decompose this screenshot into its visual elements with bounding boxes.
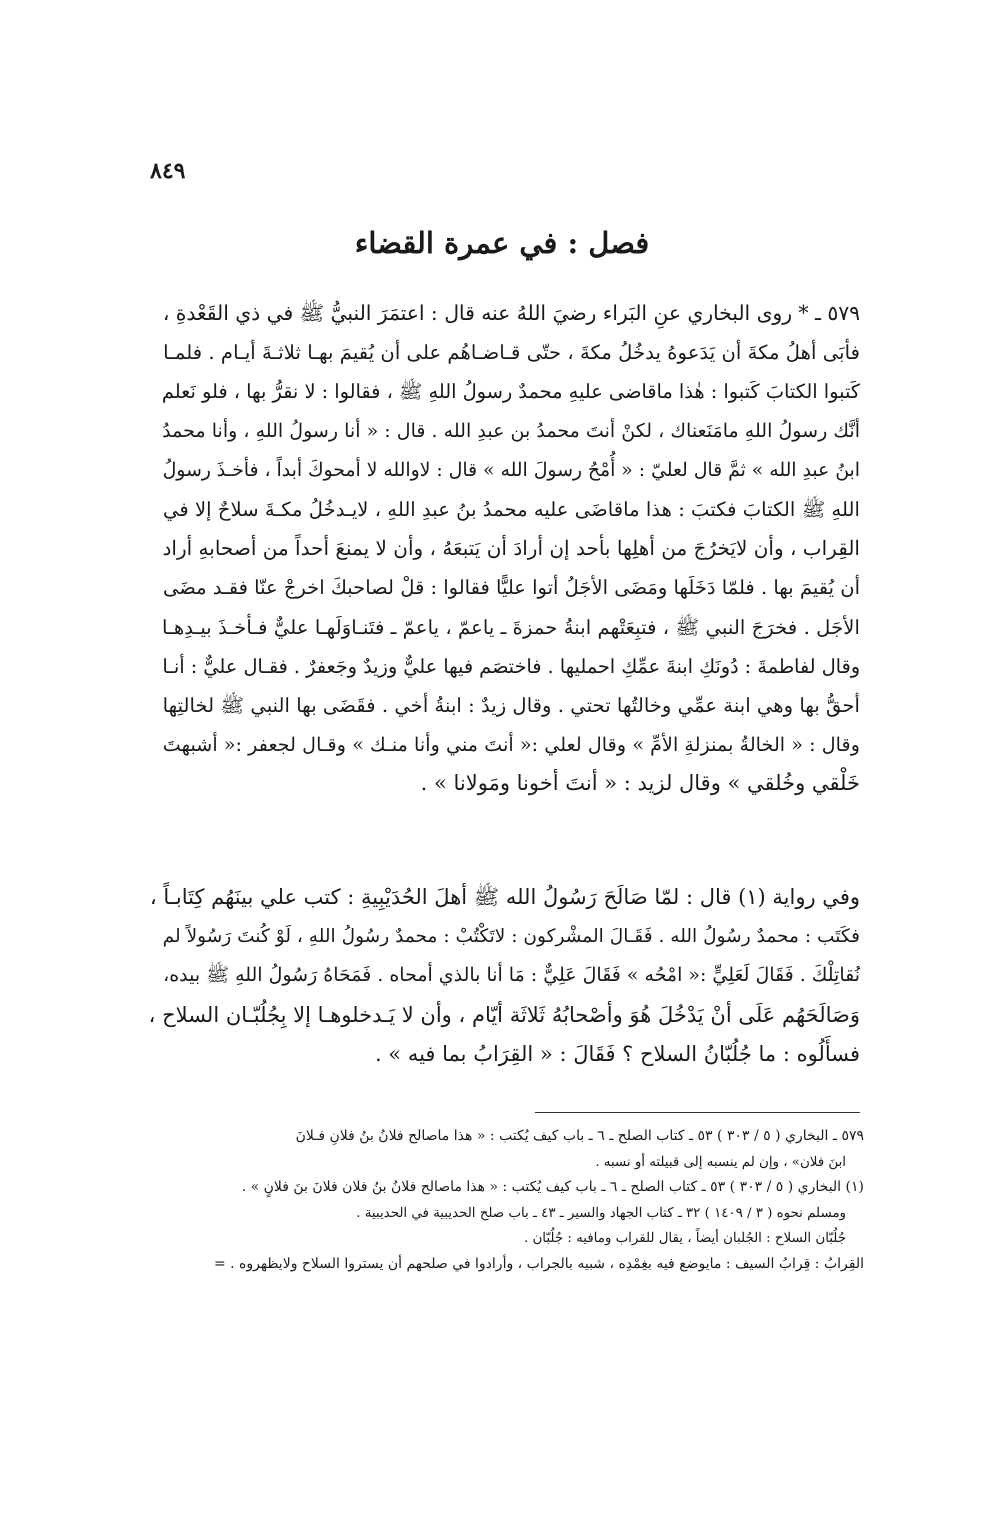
text-line: ابنُ عبدِ الله » ثمَّ قال لعليّ : « أُمْحُ رسولَ الله » قال : لاوالله لا أمحوكَ أبداً ، فأخـذَ رسولُ (162, 459, 860, 481)
footnote-separator (535, 1112, 860, 1113)
text-line: خَلْقي وخُلقي » وقال لزيد : « أنتَ أخونا ومَولانا » . (420, 771, 860, 796)
text-line: كَتبوا الكتابَ كَتبوا : هٰذا ماقاضى عليهِ محمدٌ رسولُ اللهِ ﷺ ، فقالوا : لا نقرُّ بها ، فلو نَعلم (161, 380, 860, 404)
footnote-line: ٥٧٩ ـ البخاري ( ٥ / ٣٠٣ ) ٥٣ ـ كتاب الصلح ـ ٦ ـ باب كيف يُكتب : « هذا ماصالح فلانُ بنُ فلانِ فـلانَ (295, 1128, 864, 1144)
text-line: القِراب ، وأن لايَخرُجَ من أهلِها بأحد إن أرادَ أن يَتبعَهُ ، وأن لا يمنعَ أحداً من أصحابهِ أراد (162, 536, 860, 561)
text-line: الأجَل . فخرَجَ النبي ﷺ ، فتبِعَتْهم ابنةُ حمزةَ ـ ياعمّ ، ياعمّ ـ فتَنـاوَلَهـا عليٌّ فـأخـذَ بيـدِهـا (162, 615, 860, 639)
text-line: وَصَالَحَهُم عَلَى أنْ يَدْخُلَ هُوَ وأصْحابُهُ ثَلاثَة أيّام ، وأن لا يَـدخلوهـا إلا بِجُلُبّـان السلاح ، (148, 1002, 860, 1027)
page-number: ٨٤٩ (150, 158, 186, 184)
text-line: فأبَى أهلُ مكةَ أن يَدَعوهُ يدخُلُ مكةَ ، حتّى قـاضـاهُم على أن يُقيمَ بهـا ثلاثـةَ أيـام . فلمـا (163, 341, 860, 365)
text-line: وقال لفاطمةَ : دُونَكِ ابنةَ عمِّكِ احمليها . فاختصَم فيها عليٌّ وزيدٌ وجَعفرٌ . فقـال عليٌّ : أنـا (162, 654, 860, 678)
text-line: وقال : « الخالةُ بمنزلةِ الأمِّ » وقال لعلي :« أنتَ مني وأنا منـك » وقـال لجعفر :« أشبهتَ (162, 733, 860, 757)
footnote-line: القِرابُ : قِرابُ السيف : مايوضع فيه بغِمْدِه ، شبيه بالجراب ، وأرادوا في صلحهم أن يستروا السلاح ولايظهروه . = (213, 1255, 864, 1272)
footnote-line: (١) البخاري ( ٥ / ٣٠٣ ) ٥٣ ـ كتاب الصلح ـ ٦ ـ باب كيف يُكتب : « هذا ماصالح فلانُ بنُ فلان فلانَ بنَ فلانٍ » . (241, 1179, 864, 1195)
footnote-line: ومسلم نحوه ( ٣ / ١٤٠٩ ) ٣٢ ـ كتاب الجهاد والسير ـ ٤٣ ـ باب صلح الحديبية في الحديبية . (356, 1205, 846, 1221)
text-line: أنَّك رسولُ اللهِ مامَنَعناك ، لكنْ أنتَ محمدُ بن عبدِ الله . قال : « أنا رسولُ اللهِ ، وأنا محمدُ (162, 419, 860, 442)
hadith-579-text (148, 294, 860, 804)
text-line: فسأَلُوه : ما جُلُبّانُ السلاح ؟ فَقَالَ : « القِرَابُ بما فيه » . (374, 1041, 860, 1066)
text-line: فكَتَب : محمدٌ رسُولُ الله . فَقَـالَ المشْركون : لاتَكْتُبْ : محمدٌ رسُولُ اللهِ ، لَوْ كُنتَ رَسُولاً لم (162, 926, 860, 948)
text-line: اللهِ ﷺ الكتابَ فكتبَ : هذا ماقاضَى عليه محمدُ بنُ عبدِ اللهِ ، لايـدخُلُ مكـةَ سلاحٌ إلا في (163, 498, 860, 522)
hadith-riwaya-text (148, 878, 860, 1074)
text-line: نُقاتِلْكَ . فَقَالَ لَعَلِيٍّ :« امْحُه » فَقَالَ عَلِيٌّ : مَا أنا بالذي أمحاه . فَمَحَاهُ رَسُولُ اللهِ ﷺ بيده، (163, 964, 860, 987)
text-line: وفي رواية (١) قال : لمّا صَالَحَ رَسُولُ الله ﷺ أهلَ الحُدَيْبِيةِ : كتب علي بينَهُم كِتَابـاً ، (149, 885, 860, 909)
text-line: ٥٧٩ ـ * روى البخاري عنِ البَراء رضيَ اللهُ عنه قال : اعتمَرَ النبيُّ ﷺ في ذي القَعْدةِ ، (162, 301, 860, 325)
text-line: أن يُقيمَ بها . فلمّا دَخَلَها ومَضَى الأجَلُ أتوا عليًّا فقالوا : قلْ لصاحبكَ اخرجْ عنّا فقـد مضَى (163, 576, 860, 600)
chapter-title: فصل : في عمرة القضاء (354, 226, 650, 260)
text-line: أحقُّ بها وهي ابنة عمِّي وخالتُها تحتي . وقال زيدٌ : ابنةُ أخي . فقَضَى بها النبي ﷺ لخالتِها (162, 694, 860, 718)
footnote-line: جُلُبّان السلاح : الجُلبان أيضاً ، يقال للقراب ومافيه : جُلُبّان . (523, 1231, 846, 1246)
footnotes (140, 1124, 864, 1277)
footnote-line: ابنَ فلان» ، وإن لم ينسبه إلى قبيلته أو نسبه . (595, 1154, 846, 1170)
